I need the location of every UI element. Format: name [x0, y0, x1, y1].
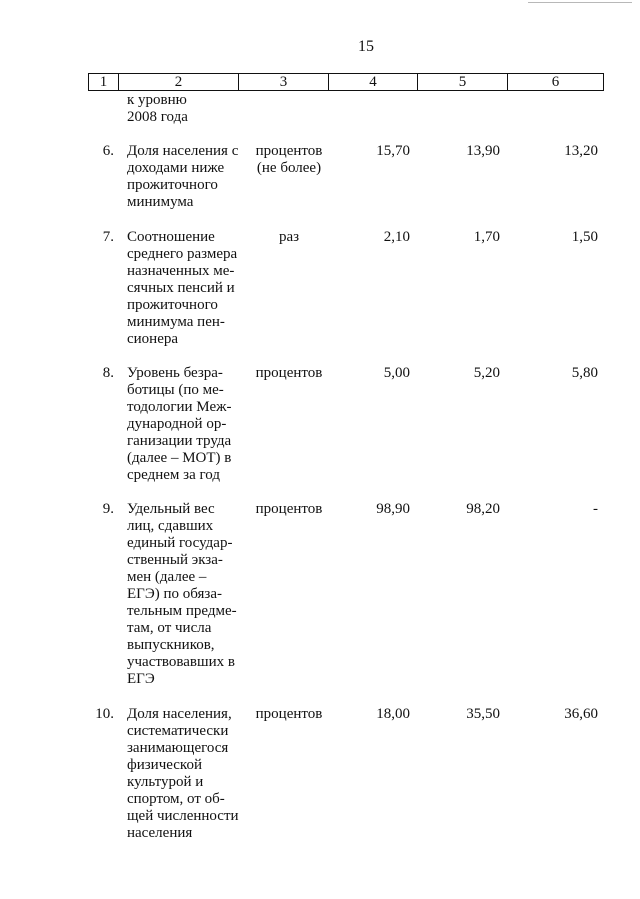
indicator-name — [127, 501, 245, 688]
indicator-name-line: там, от числа — [127, 620, 212, 636]
value-col-5: 35,50 — [466, 706, 500, 722]
indicator-name-line: сячных пенсий и — [127, 280, 235, 296]
indicator-name-line: лиц, сдавших — [127, 518, 214, 534]
header-col-4: 4 — [329, 74, 418, 91]
indicator-name-line: (далее – МОТ) в — [127, 450, 232, 466]
unit-of-measure — [244, 501, 334, 518]
indicator-name-line: Удельный вес — [127, 501, 215, 517]
indicator-name-line: тельным предме- — [127, 603, 237, 619]
page-number: 15 — [358, 38, 374, 55]
column-number-header — [88, 73, 604, 91]
indicator-name-line: спортом, от об- — [127, 791, 225, 807]
indicator-name-line: ганизации труда — [127, 433, 232, 449]
value-col-6: 36,60 — [564, 706, 598, 722]
indicator-name-line: минимума пен- — [127, 314, 225, 330]
top-edge-rule — [528, 2, 632, 3]
header-col-2: 2 — [119, 74, 239, 91]
value-col-6: 1,50 — [571, 229, 598, 245]
header-col-1: 1 — [89, 74, 119, 91]
unit-line: (не более) — [256, 160, 322, 176]
row-number: 7. — [102, 229, 114, 245]
indicator-name-line: единый государ- — [127, 535, 233, 551]
indicator-name-line: Доля населения, — [127, 706, 232, 722]
indicator-name-line: сионера — [127, 331, 179, 347]
indicator-name-line: Уровень безра- — [127, 365, 223, 381]
indicator-name-line: минимума — [127, 194, 194, 210]
indicator-name-line: назначенных ме- — [127, 263, 235, 279]
value-col-5: 98,20 — [466, 501, 500, 517]
indicator-name-line: прожиточного — [127, 297, 218, 313]
row-number: 8. — [102, 365, 114, 381]
unit-of-measure — [244, 706, 334, 723]
value-col-4: 15,70 — [376, 143, 410, 159]
indicator-name-line: ботицы (по ме- — [127, 382, 224, 398]
unit-of-measure — [244, 365, 334, 382]
indicator-name-line: доходами ниже — [127, 160, 225, 176]
value-col-5: 13,90 — [466, 143, 500, 159]
value-col-4: 18,00 — [376, 706, 410, 722]
continuation-name — [127, 92, 245, 126]
value-col-4: 5,00 — [383, 365, 410, 381]
value-col-4: 98,90 — [376, 501, 410, 517]
continuation-line: 2008 года — [127, 109, 188, 125]
header-col-5: 5 — [418, 74, 508, 91]
row-number: 6. — [102, 143, 114, 159]
indicator-name-line: систематически — [127, 723, 229, 739]
indicator-name-line: Доля населения с — [127, 143, 239, 159]
indicator-name-line: ЕГЭ — [127, 671, 155, 687]
indicator-name — [127, 229, 245, 348]
indicator-name-line: мен (далее – — [127, 569, 207, 585]
value-col-5: 1,70 — [473, 229, 500, 245]
unit-line: процентов — [255, 365, 323, 381]
indicator-name-line: населения — [127, 825, 193, 841]
value-col-6: 5,80 — [571, 365, 598, 381]
unit-line: процентов — [255, 706, 323, 722]
continuation-line: к уровню — [127, 92, 187, 108]
indicator-name-line: занимающегося — [127, 740, 229, 756]
unit-line: процентов — [255, 501, 323, 517]
row-number: 9. — [102, 501, 114, 517]
indicator-name-line: культурой и — [127, 774, 204, 790]
value-col-6: 13,20 — [564, 143, 598, 159]
indicator-name-line: ственный экза- — [127, 552, 223, 568]
unit-of-measure — [244, 229, 334, 246]
value-col-5: 5,20 — [473, 365, 500, 381]
unit-line: раз — [278, 229, 300, 245]
indicator-name-line: участвовавших в — [127, 654, 235, 670]
unit-of-measure — [244, 143, 334, 177]
indicator-name-line: среднего размера — [127, 246, 238, 262]
header-col-6: 6 — [508, 74, 604, 91]
indicator-name-line: физической — [127, 757, 202, 773]
indicator-name-line: выпускников, — [127, 637, 215, 653]
indicator-name — [127, 143, 245, 211]
indicator-name — [127, 706, 245, 842]
indicator-name-line: щей численности — [127, 808, 239, 824]
value-col-6: - — [593, 501, 598, 517]
indicator-name-line: ЕГЭ) по обяза- — [127, 586, 222, 602]
indicator-name — [127, 365, 245, 484]
unit-line: процентов — [255, 143, 323, 159]
indicator-name-line: Соотношение — [127, 229, 215, 245]
row-number: 10. — [95, 706, 114, 722]
value-col-4: 2,10 — [383, 229, 410, 245]
header-col-3: 3 — [239, 74, 329, 91]
indicator-name-line: дународной ор- — [127, 416, 227, 432]
indicator-name-line: тодологии Меж- — [127, 399, 232, 415]
indicator-name-line: прожиточного — [127, 177, 218, 193]
indicator-name-line: среднем за год — [127, 467, 220, 483]
